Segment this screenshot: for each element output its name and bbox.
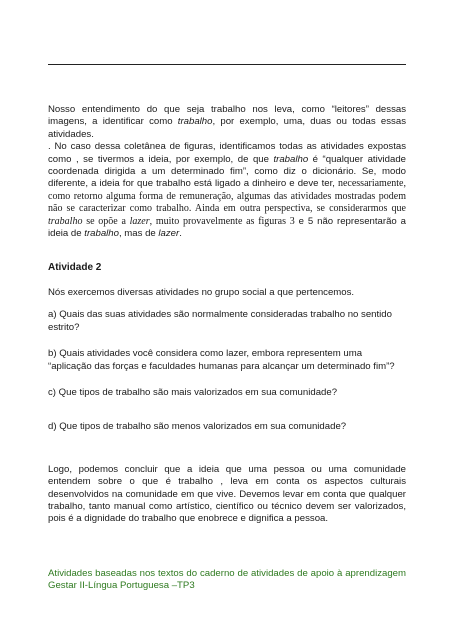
paragraph-collection bbox=[48, 141, 406, 240]
section-heading: Atividade 2 bbox=[48, 262, 102, 274]
emphasis-trabalho: trabalho bbox=[48, 215, 83, 227]
text-run: . No caso dessa coletânea de figuras, identificamos todas as atividades expostas como , se tivermos a ideia, por exemplo, de que bbox=[48, 141, 406, 165]
emphasis-trabalho: trabalho bbox=[84, 228, 119, 240]
emphasis-lazer: lazer bbox=[129, 215, 150, 227]
text-run: é “qualquer atividade coordenada dirigida a um determinado fim”, como diz o dicionário. Se, modo diferente, a ideia for que trabalho está ligado a dinheiro e deve ter, bbox=[48, 153, 406, 190]
source-note: Atividades baseadas nos textos do caderno de atividades de apoio à aprendizagem Gestar II-Língua Portuguesa –TP3 bbox=[48, 567, 406, 592]
question-b: b) Quais atividades você considera como lazer, embora representem uma “aplicação das forças e faculdades humanas para alcançar um determinado fim”? bbox=[48, 348, 395, 372]
text-run: , por exemplo, uma, duas ou todas essas atividades. bbox=[48, 116, 406, 140]
text-run: Nosso entendimento do que seja trabalho nos leva, como “leitores” dessas imagens, a identificar como bbox=[48, 104, 406, 128]
question-a: a) Quais das suas atividades são normalmente consideradas trabalho no sentido estrito? bbox=[48, 309, 392, 333]
question-d: d) Que tipos de trabalho são menos valorizados em sua comunidade? bbox=[48, 421, 347, 433]
conclusion-paragraph: Logo, podemos concluir que a ideia que uma pessoa ou uma comunidade entendem sobre o que é trabalho , leva em conta os aspectos culturais desenvolvidos na comunidade em que vive. Devemos levar em conta que qualquer trabalho, tanto manual como artístico, científico ou técnico devem ser valorizados, pois é a dignidade do trabalho que enobrece e dignifica a pessoa. bbox=[48, 463, 406, 525]
emphasis-trabalho: trabalho bbox=[273, 153, 309, 165]
text-run: , mas de bbox=[118, 228, 159, 240]
activity-intro: Nós exercemos diversas atividades no grupo social a que pertencemos. bbox=[48, 286, 355, 298]
top-rule bbox=[48, 64, 406, 65]
text-run: se opõe a bbox=[82, 215, 130, 227]
document-body bbox=[48, 104, 406, 593]
emphasis-trabalho: trabalho bbox=[177, 116, 213, 128]
text-run: . bbox=[179, 228, 182, 240]
paragraph-understanding bbox=[48, 104, 406, 141]
text-run: e 5 não representarão a ideia de bbox=[48, 215, 407, 240]
emphasis-lazer: lazer bbox=[158, 228, 180, 240]
question-c: c) Que tipos de trabalho são mais valorizados em sua comunidade? bbox=[48, 386, 338, 398]
text-run: , muito provavelmente as figuras 3 bbox=[149, 215, 295, 227]
text-run: necessariamente, como retorno alguma forma de remuneração, algumas das atividades mostradas podem não se caracterizar como trabalho. Ainda em outra perspectiva, se considerarmos que bbox=[48, 178, 406, 215]
